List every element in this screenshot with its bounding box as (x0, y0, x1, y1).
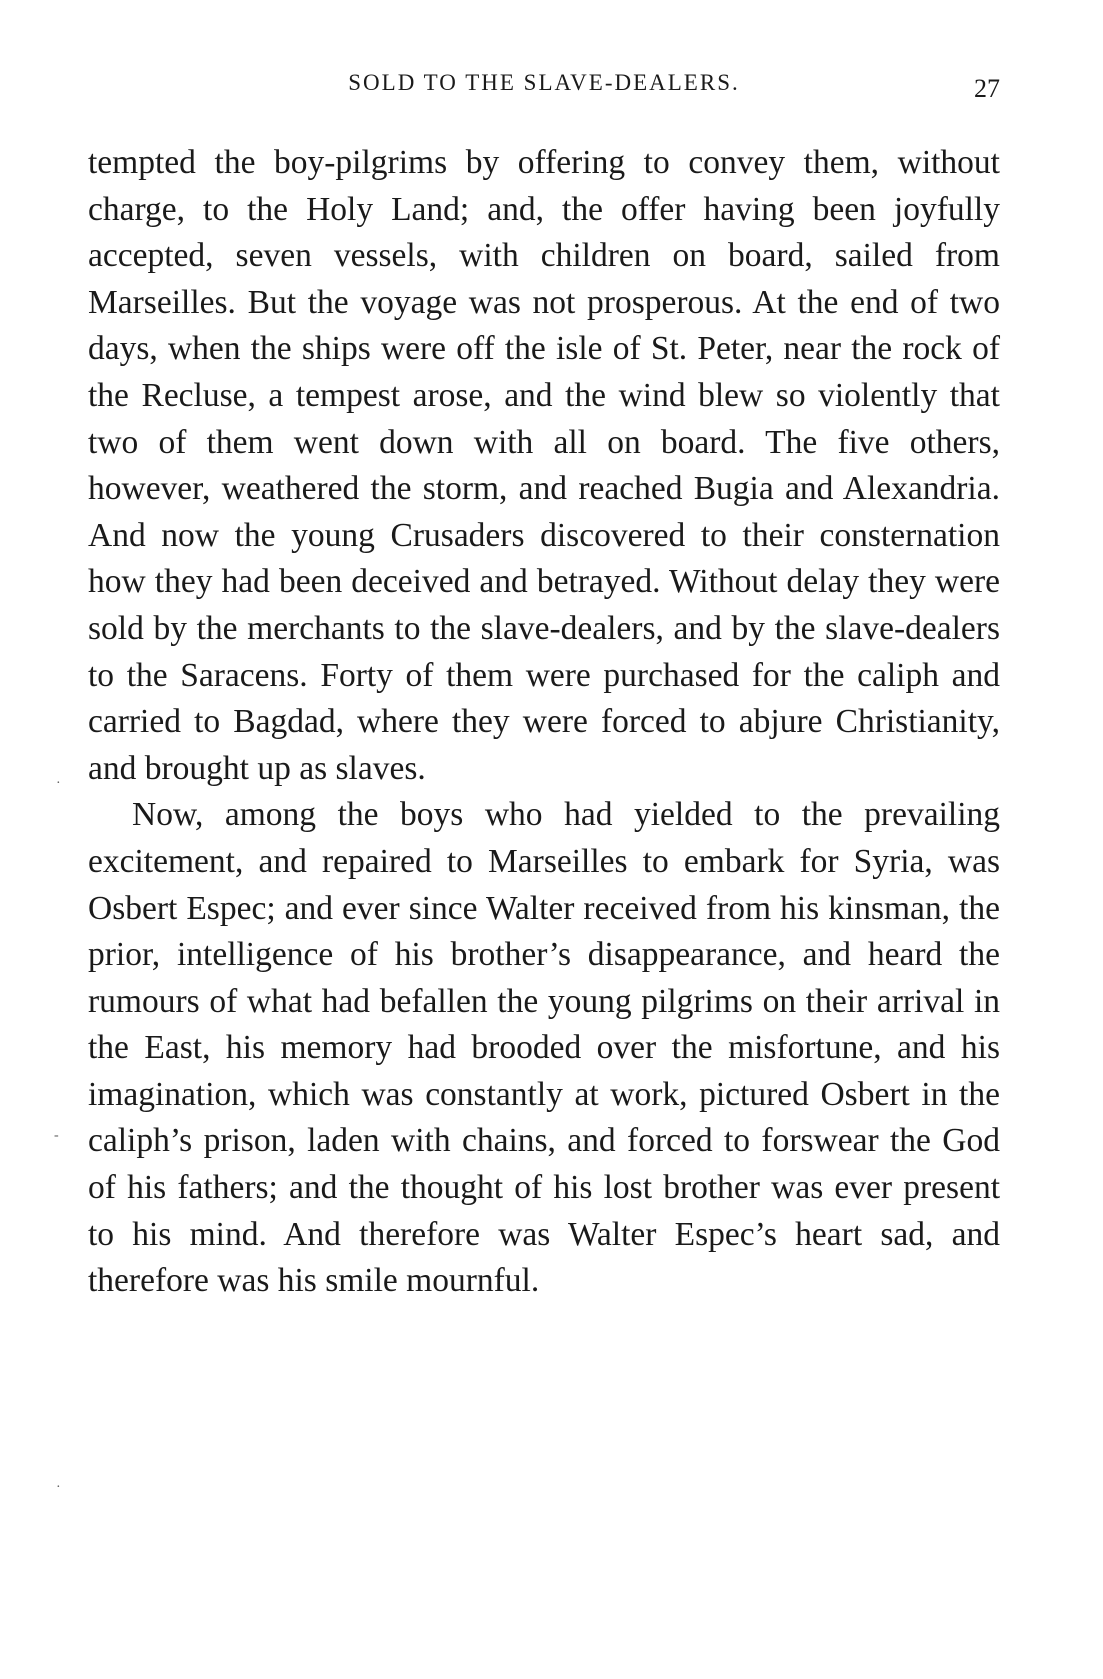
paragraph-osbert: Now, among the boys who had yielded to the prevailing excitement, and repaired to Marseilles to embark for Syria, was Osbert Espec; and ever since Walter received from his kinsman, the prior, intelligence of his brother’s disappearance, and heard the rumours of what had befallen the young pilgrims on their arrival in the East, his memory had brooded over the misfortune, and his imagination, which was constantly at work, pictured Osbert in the caliph’s prison, laden with chains, and forced to forswear the God of his fathers; and the thought of his lost brother was ever present to his mind. And therefore was Walter Espec’s heart sad, and therefore was his smile mournful. (88, 796, 1000, 1300)
running-head: SOLD TO THE SLAVE-DEALERS. (348, 70, 740, 95)
paragraph-continued: tempted the boy-pilgrims by offering to convey them, without charge, to the Holy Land; and, the offer having been joyfully accepted, seven vessels, with children on board, sailed from Marseilles. But the voyage was not prosperous. At the end of two days, when the ships were off the isle of St. Peter, near the rock of the Recluse, a tempest arose, and the wind blew so violently that two of them went down with all on board. The five others, however, weathered the storm, and reached Bugia and Alexandria. And now the young Crusaders discovered to their consternation how they had been deceived and betrayed. Without delay they were sold by the merchants to the slave-dealers, and by the slave-dealers to the Saracens. Forty of them were purchased for the caliph and carried to Bagdad, where they were forced to abjure Christianity, and brought up as slaves. (88, 144, 1000, 787)
body-text (88, 140, 1000, 1305)
margin-dot: · (56, 1480, 61, 1495)
page-header (88, 70, 1000, 110)
margin-dot: · (56, 776, 61, 791)
page-number: 27 (974, 74, 1000, 103)
margin-dash: - (54, 1128, 59, 1143)
